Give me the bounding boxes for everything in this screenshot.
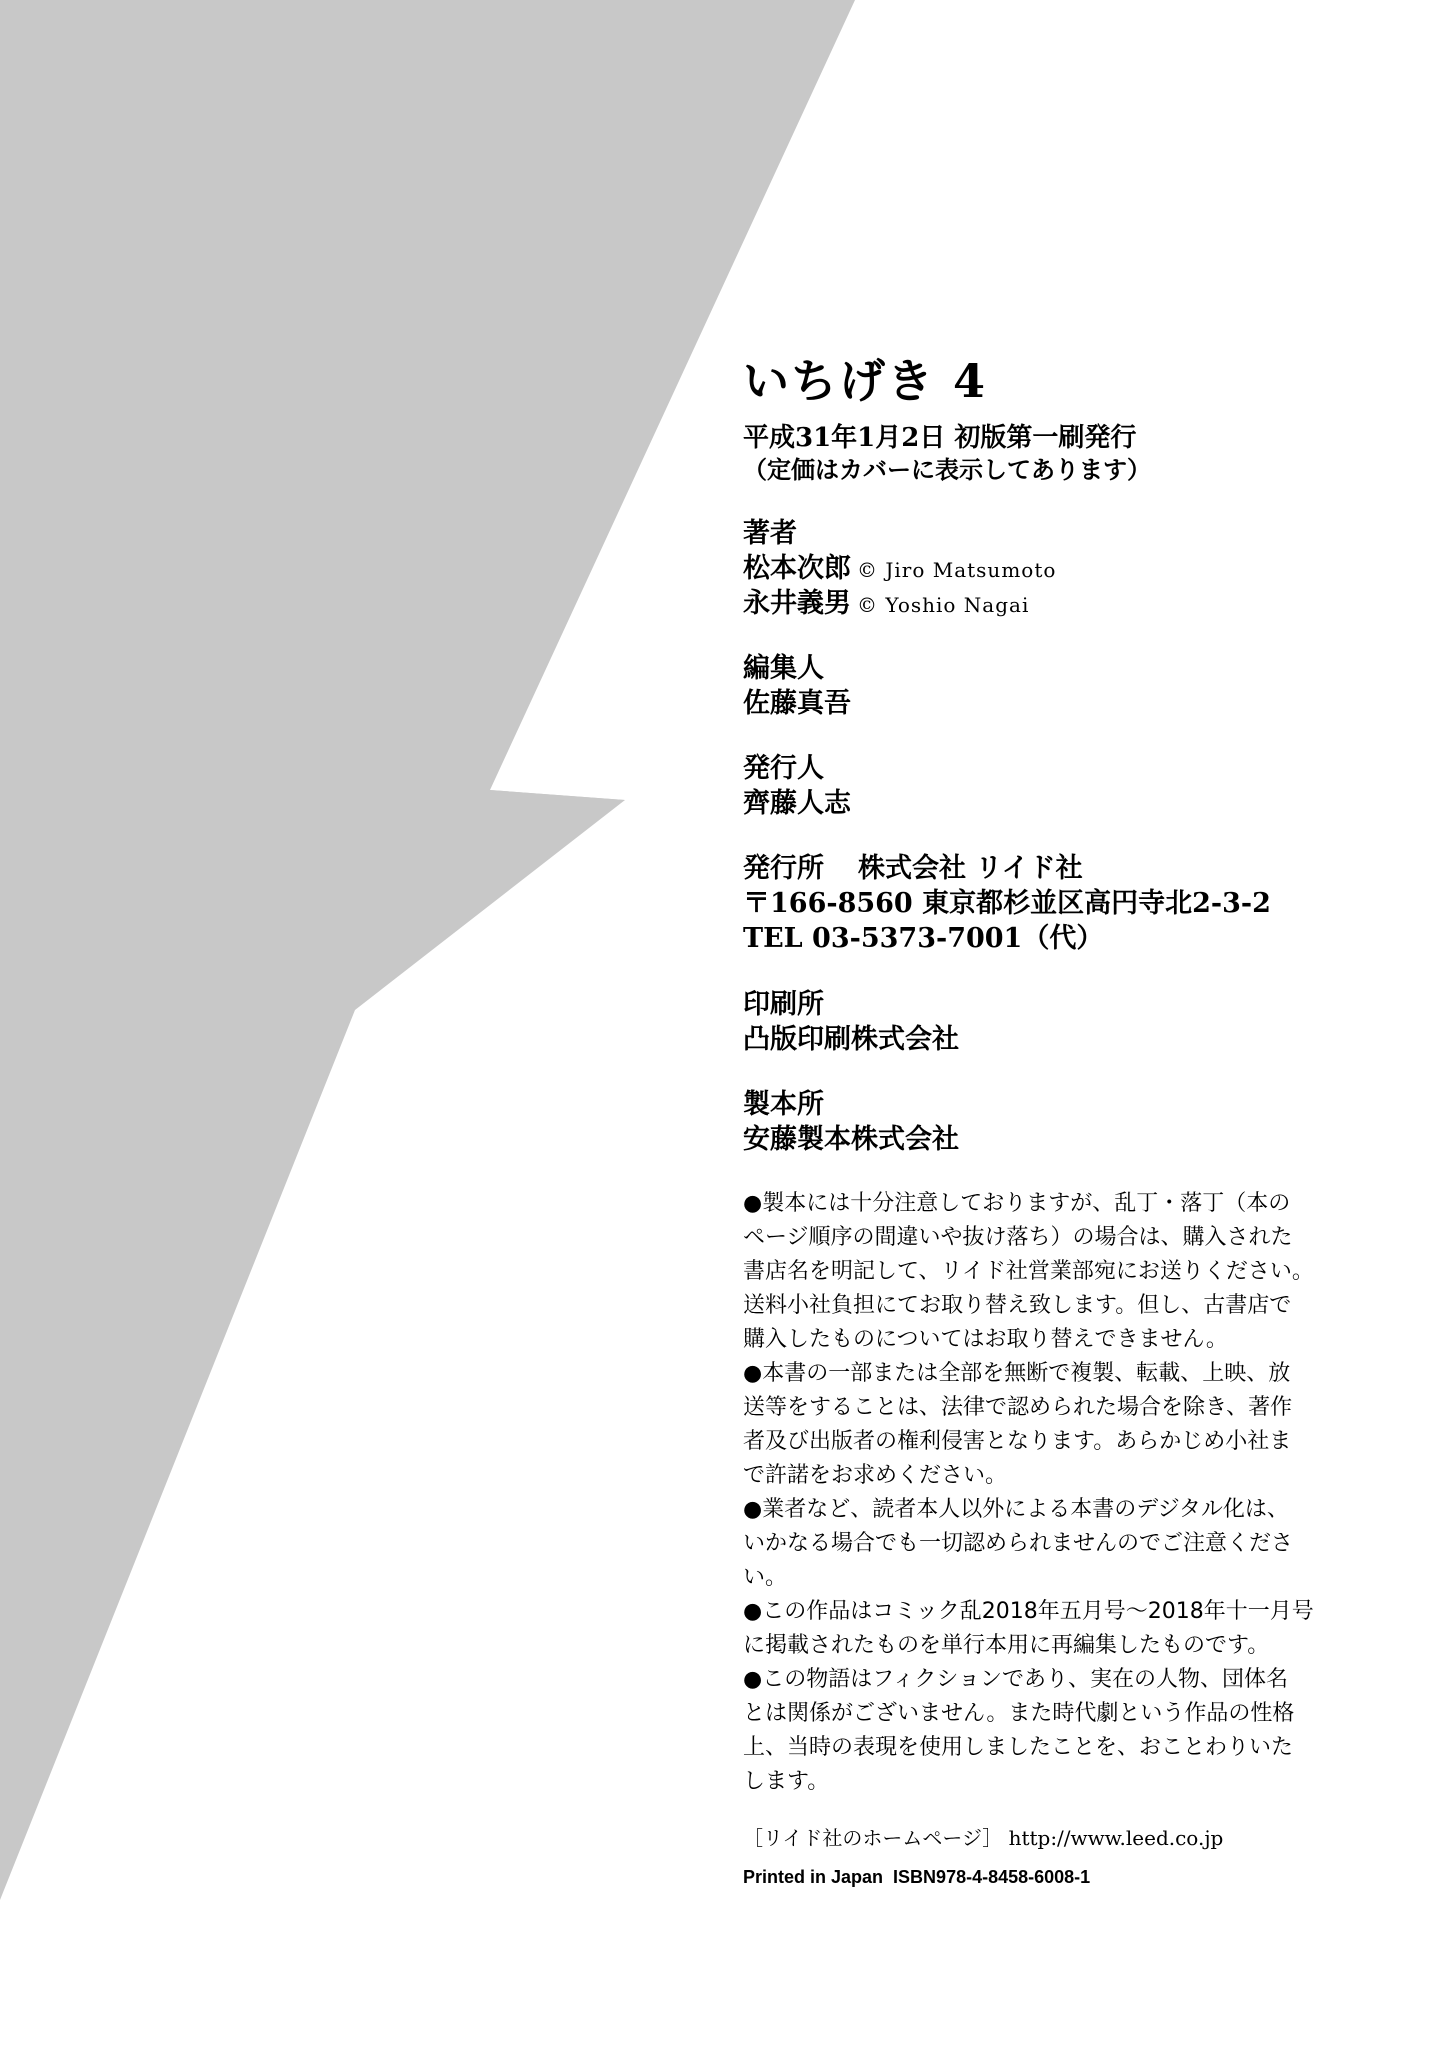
- editor-label: 編集人: [743, 652, 824, 684]
- printed-country: Printed in Japan: [743, 1866, 884, 1887]
- notice-paragraph: ●この作品はコミック乱2018年五月号～2018年十一月号 に掲載されたものを単行本用に再編集したものです。: [743, 1598, 1314, 1658]
- publishing-house-tel: TEL 03-5373-7001（代）: [743, 923, 1104, 955]
- author-row: [743, 551, 1423, 586]
- isbn: ISBN978-4-8458-6008-1: [893, 1866, 1091, 1887]
- authors-section: [743, 516, 1423, 621]
- homepage-label: ［リイド社のホームページ］: [743, 1825, 1003, 1850]
- colophon: [743, 355, 1423, 1891]
- publishing-house-row: [743, 851, 1423, 886]
- publish-date: 平成31年1月2日 初版第一刷発行: [743, 422, 1137, 453]
- notice-paragraph: ●本書の一部または全部を無断で複製、転載、上映、放 送等をすることは、法律で認められた場合を除き、著作 者及び出版者の権利侵害となります。あらかじめ小社ま で許諾をお求めください。: [743, 1360, 1293, 1488]
- printer-label: 印刷所: [743, 988, 824, 1020]
- publishing-house-section: [743, 851, 1423, 956]
- authors-label: 著者: [743, 517, 797, 549]
- printer-name: 凸版印刷株式会社: [743, 1023, 959, 1055]
- author-copyright: © Yoshio Nagai: [857, 592, 1030, 617]
- printer-section: [743, 987, 1423, 1057]
- author-copyright: © Jiro Matsumoto: [857, 557, 1057, 582]
- printed-line: [743, 1863, 1423, 1891]
- notice-paragraph: ●この物語はフィクションであり、実在の人物、団体名 とは関係がございません。また時代劇という作品の性格 上、当時の表現を使用しましたことを、おことわりいた します。: [743, 1666, 1295, 1794]
- publishing-house-label: 発行所: [743, 853, 824, 885]
- editor-section: [743, 651, 1423, 721]
- notice-paragraph: ●製本には十分注意しておりますが、乱丁・落丁（本の ページ順序の間違いや抜け落ち）の場合は、購入された 書店名を明記して、リイド社営業部宛にお送りください。 送料小社負担にてお取り替え致します。但し、古書店で 購入したものについてはお取り替えできません。: [743, 1190, 1314, 1352]
- publisher-person-name: 齊藤人志: [743, 788, 851, 820]
- price-note: （定価はカバーに表示してあります）: [743, 455, 1151, 485]
- author-row: [743, 586, 1423, 621]
- author-name: 松本次郎: [743, 552, 851, 584]
- notices: [743, 1187, 1423, 1799]
- notice-paragraph: ●業者など、読者本人以外による本書のデジタル化は、 いかなる場合でも一切認められませんのでご注意くださ い。: [743, 1496, 1294, 1590]
- publisher-person-label: 発行人: [743, 753, 824, 785]
- book-title: いちげき 4: [743, 354, 988, 408]
- publishing-house-name: 株式会社 リイド社: [858, 853, 1083, 885]
- publisher-person-section: [743, 751, 1423, 821]
- author-name: 永井義男: [743, 587, 851, 619]
- editor-name: 佐藤真吾: [743, 687, 851, 719]
- binder-section: [743, 1087, 1423, 1157]
- binder-name: 安藤製本株式会社: [743, 1123, 959, 1155]
- binder-label: 製本所: [743, 1088, 824, 1120]
- homepage-url: http://www.leed.co.jp: [1008, 1825, 1224, 1850]
- publishing-house-address: 〒166-8560 東京都杉並区高円寺北2-3-2: [743, 888, 1271, 920]
- homepage-line: [743, 1823, 1423, 1853]
